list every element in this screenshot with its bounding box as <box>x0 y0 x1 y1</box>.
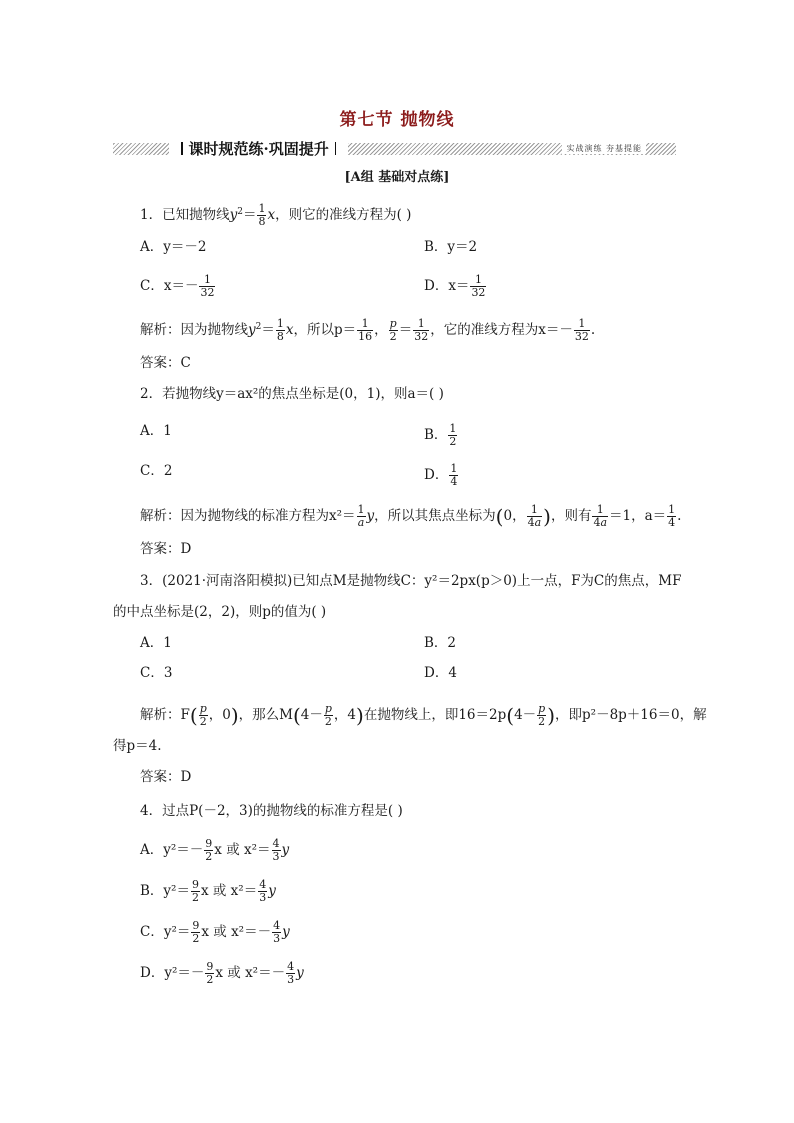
q1-analysis: 解析：因为抛物线$y^2=$ $\frac{1}{8}$ x，所以p＝ $\frac{1}{16}$ ， $\frac{p}{2}$ ＝ $\frac{1}{32}$ ，它的准线方程为x＝－ $\frac{1}{32}$ . <box>140 317 596 343</box>
q1-stem: 1．已知抛物线$y^2=$ $\frac{1}{8}$ x，则它的准线方程为( ) <box>140 202 412 228</box>
q4-option-d: D．y²＝－ $\frac{9}{2}$ x 或 x²＝－ $\frac{4}{3}$ y <box>140 960 304 986</box>
q3-option-c: C．3 <box>140 665 173 681</box>
q3-analysis-line2: 得p＝4. <box>113 738 162 754</box>
q3-analysis: 解析：F( $\frac{p}{2}$ ，0)，那么M(4－ $\frac{p}{2}$ ，4)在抛物线上，即16＝2p(4－ $\frac{p}{2}$ )，即p²－8p＋16＝0，解 <box>140 702 707 728</box>
banner-side-label: 实战演练 夯基提能 <box>562 143 646 154</box>
q2-option-b: B． $\frac{1}{2}$ <box>424 422 457 448</box>
banner-main-label <box>169 138 348 159</box>
q1-option-d: D．x＝ $\frac{1}{32}$ <box>424 273 486 299</box>
q4-option-b: B．y²＝ $\frac{9}{2}$ x 或 x²＝ $\frac{4}{3}$ y <box>140 878 276 904</box>
q1-option-a: A．y＝－2 <box>140 239 207 255</box>
q1-answer: 答案：C <box>140 355 191 371</box>
q2-option-d: D． $\frac{1}{4}$ <box>424 462 458 488</box>
section-banner <box>113 141 676 157</box>
q3-stem-line1: 3．(2021·河南洛阳模拟)已知点M是抛物线C：y²＝2px(p＞0)上一点，F为C的焦点，MF <box>140 573 682 589</box>
banner-main-text: 课时规范练·巩固提升 <box>188 140 329 158</box>
q3-option-b: B．2 <box>424 635 457 651</box>
q2-option-c: C．2 <box>140 463 173 479</box>
q1-frac: $\frac{1}{8}$ <box>258 202 266 228</box>
q3-answer: 答案：D <box>140 769 192 785</box>
q1-option-c: C．x＝－ $\frac{1}{32}$ <box>140 273 215 299</box>
q4-option-c: C．y²＝ $\frac{9}{2}$ x 或 x²＝－ $\frac{4}{3}$ y <box>140 919 290 945</box>
q2-option-a: A．1 <box>140 423 172 439</box>
q2-stem: 2．若抛物线y＝ax²的焦点坐标是(0，1)，则a＝( ) <box>140 386 444 402</box>
q2-answer: 答案：D <box>140 541 192 557</box>
banner-bar-right <box>335 142 337 155</box>
q2-analysis: 解析：因为抛物线的标准方程为x²＝ $\frac{1}{a}$ y，所以其焦点坐标为(0， $\frac{1}{4a}$ )，则有 $\frac{1}{4a}$ ＝1，a＝ $\frac{1}{4}$ . <box>140 503 682 529</box>
banner-bar-left <box>181 142 183 155</box>
q4-option-a: A．y²＝－ $\frac{9}{2}$ x 或 x²＝ $\frac{4}{3}$ y <box>140 837 290 863</box>
section-title: 第七节 抛物线 <box>339 110 455 130</box>
q4-stem: 4．过点P(－2，3)的抛物线的标准方程是( ) <box>140 803 403 819</box>
q3-option-a: A．1 <box>140 635 172 651</box>
q1-option-b: B．y＝2 <box>424 239 478 255</box>
group-label: [A组 基础对点练] <box>344 170 450 185</box>
q3-stem-line2: 的中点坐标是(2，2)，则p的值为( ) <box>113 604 327 620</box>
q3-option-d: D．4 <box>424 665 457 681</box>
